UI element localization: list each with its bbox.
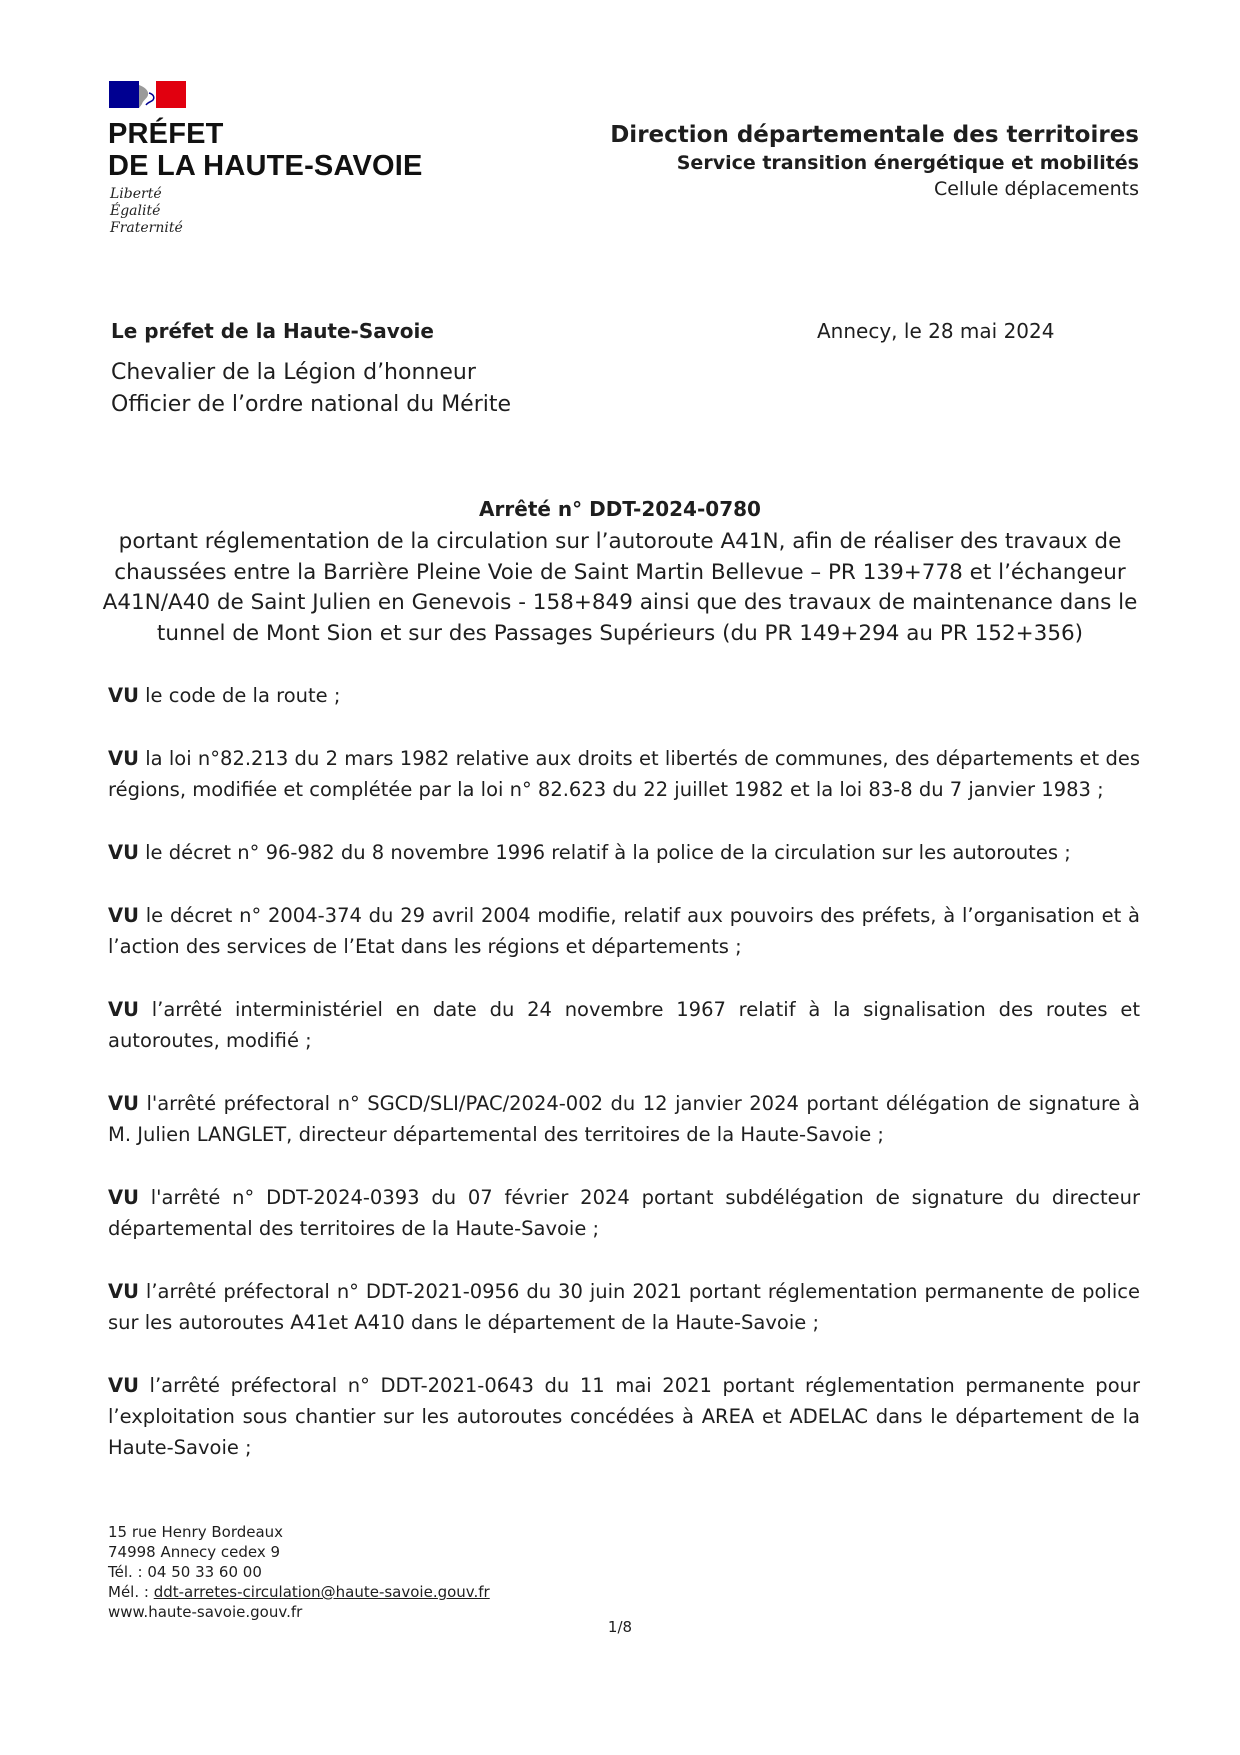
visa-lead: VU: [108, 841, 139, 864]
footer-website: www.haute-savoie.gouv.fr: [108, 1603, 303, 1621]
prefet-line-1: PRÉFET: [108, 118, 224, 150]
visa-lead: VU: [108, 1092, 139, 1115]
visa-lead: VU: [108, 1280, 139, 1303]
visa-lead: VU: [108, 747, 139, 770]
footer-phone: Tél. : 04 50 33 60 00: [108, 1563, 262, 1581]
visa-lead: VU: [108, 904, 139, 927]
visa-text: le décret n° 96-982 du 8 novembre 1996 relatif à la police de la circulation sur les autoroutes ;: [138, 841, 1071, 864]
marianne-logo: [109, 81, 186, 108]
visa-paragraph: [108, 900, 1140, 962]
footer-mail-line: [108, 1582, 490, 1602]
visa-text: la loi n°82.213 du 2 mars 1982 relative aux droits et libertés de communes, des départements et des régions, modifiée et complétée par la loi n° 82.623 du 22 juillet 1982 et la loi 83-8 du 7 janvier 1983 ;: [108, 747, 1140, 801]
arrete-heading: [100, 495, 1140, 649]
footer-address-1: 15 rue Henry Bordeaux: [108, 1523, 284, 1541]
visa-text: l’arrêté interministériel en date du 24 novembre 1967 relatif à la signalisation des routes et autoroutes, modifié ;: [108, 998, 1140, 1052]
direction-name: Direction départementale des territoires: [610, 122, 1139, 148]
signatory-title-2: Officier de l’ordre national du Mérite: [111, 392, 512, 417]
devise-liberte: Liberté: [110, 186, 162, 202]
visa-paragraph: [108, 1370, 1140, 1463]
visa-paragraph: [108, 680, 1140, 711]
visa-paragraph: [108, 1276, 1140, 1338]
footer-address-2: 74998 Annecy cedex 9: [108, 1543, 281, 1561]
footer-contact: [108, 1522, 490, 1622]
service-name: Service transition énergétique et mobilités: [676, 152, 1139, 174]
signatory-title-1: Chevalier de la Légion d’honneur: [111, 360, 476, 385]
arrete-number: Arrêté n° DDT-2024-0780: [479, 497, 761, 521]
arrete-object: portant réglementation de la circulation sur l’autoroute A41N, afin de réaliser des travaux de chaussées entre la Barrière Pleine Voie de Saint Martin Bellevue – PR 139+778 et l’échangeur A41N/A40 de Saint Julien en Genevois - 158+849 ainsi que des travaux de maintenance dans le tunnel de Mont Sion et sur des Passages Supérieurs (du PR 149+294 au PR 152+356): [102, 529, 1138, 646]
prefet-line-2: DE LA HAUTE-SAVOIE: [108, 150, 423, 182]
visa-text: l'arrêté n° DDT-2024-0393 du 07 février 2024 portant subdélégation de signature du directeur départemental des territoires de la Haute-Savoie ;: [108, 1186, 1140, 1240]
visa-lead: VU: [108, 1186, 139, 1209]
visa-paragraph: [108, 994, 1140, 1056]
visa-paragraph: [108, 743, 1140, 805]
visa-paragraph: [108, 1088, 1140, 1150]
devise: [110, 186, 183, 237]
visa-text: le code de la route ;: [138, 684, 341, 707]
visa-text: l’arrêté préfectoral n° DDT-2021-0643 du 11 mai 2021 portant réglementation permanente pour l’exploitation sous chantier sur les autoroutes concédées à AREA et ADELAC dans le département de la Haute-Savoie ;: [108, 1374, 1140, 1459]
document-date: Annecy, le 28 mai 2024: [817, 319, 1055, 343]
footer-mail-label: Mél. :: [108, 1583, 154, 1601]
visa-paragraph: [108, 1182, 1140, 1244]
visa-text: l'arrêté préfectoral n° SGCD/SLI/PAC/2024-002 du 12 janvier 2024 portant délégation de signature à M. Julien LANGLET, directeur départemental des territoires de la Haute-Savoie ;: [108, 1092, 1140, 1146]
visa-lead: VU: [108, 998, 139, 1021]
page-number: 1/8: [607, 1618, 633, 1636]
footer-mail-link[interactable]: ddt-arretes-circulation@haute-savoie.gouv.fr: [153, 1583, 490, 1601]
visa-lead: VU: [108, 684, 139, 707]
visa-lead: VU: [108, 1374, 139, 1397]
cellule-name: Cellule déplacements: [933, 178, 1139, 200]
signatory-titles: [111, 357, 511, 421]
visa-paragraph: [108, 837, 1140, 868]
visas-list: [108, 680, 1140, 1495]
devise-egalite: Égalité: [110, 203, 161, 219]
visa-text: l’arrêté préfectoral n° DDT-2021-0956 du 30 juin 2021 portant réglementation permanente de police sur les autoroutes A41et A410 dans le département de la Haute-Savoie ;: [108, 1280, 1140, 1334]
prefet-title: [108, 118, 423, 182]
signatory-name: Le préfet de la Haute-Savoie: [111, 319, 434, 343]
devise-fraternite: Fraternité: [110, 220, 183, 236]
service-header: [610, 120, 1139, 202]
visa-text: le décret n° 2004-374 du 29 avril 2004 modifie, relatif aux pouvoirs des préfets, à l’organisation et à l’action des services de l’Etat dans les régions et départements ;: [108, 904, 1140, 958]
